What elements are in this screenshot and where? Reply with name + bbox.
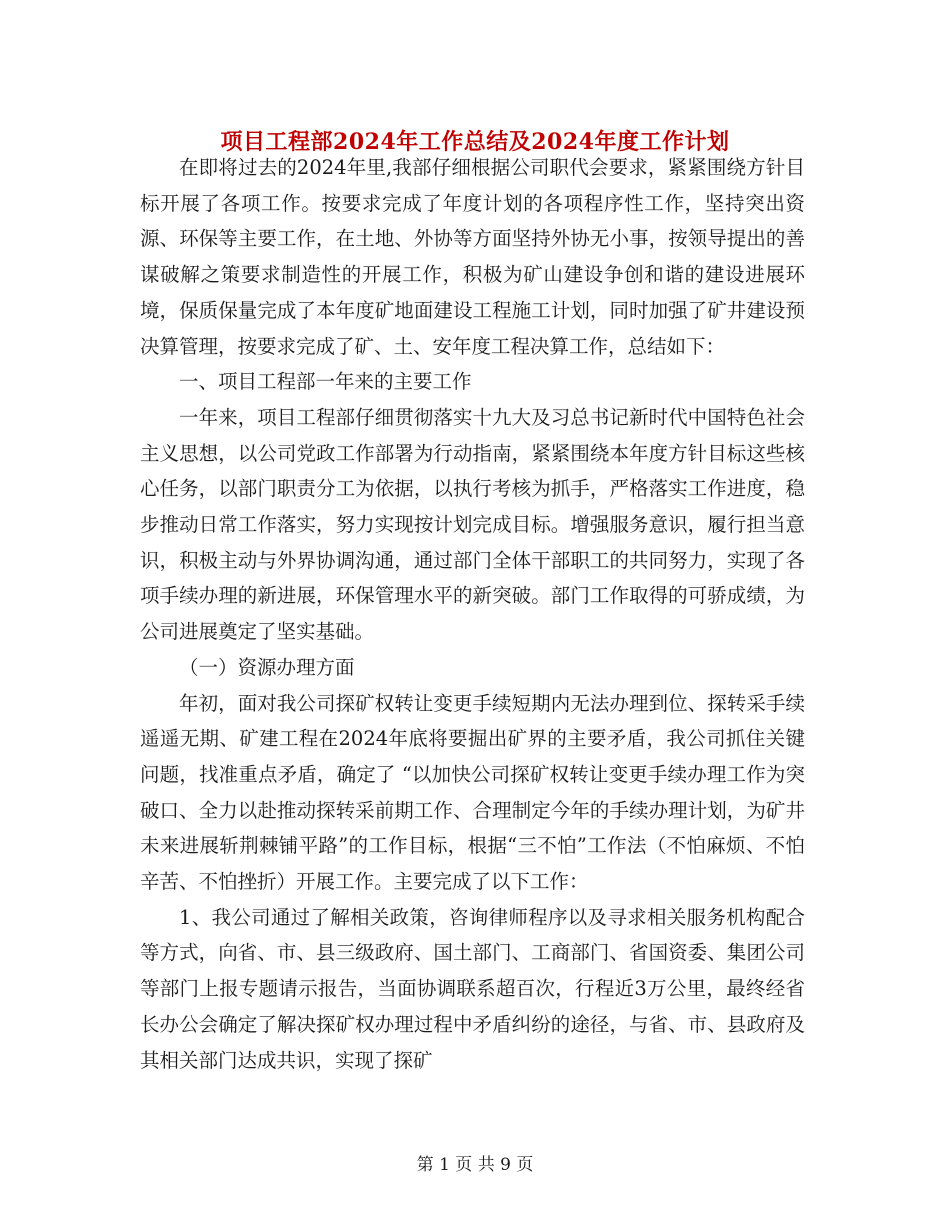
page-number: 第 1 页 共 9 页 [416,1155,534,1175]
paragraph-item-1: 1、我公司通过了解相关政策，咨询律师程序以及寻求相关服务机构配合等方式，向省、市、县三级政府、国土部门、工商部门、省国资委、集团公司等部门上报专题请示报告，当面协调联系超百次，行程近3万公里，最终经省长办公会确定了解决探矿权办理过程中矛盾纠纷的途径，与省、市、县政府及其相关部门达成共识，实现了探矿 [140,905,805,1072]
section-heading-main-work: 一、项目工程部一年来的主要工作 [179,370,472,394]
paragraph-resources: 年初，面对我公司探矿权转让变更手续短期内无法办理到位、探转采手续遥遥无期、矿建工程在2024年底将要掘出矿界的主要矛盾，我公司抓住关键问题，找准重点矛盾，确定了 “以加快公司探矿权转让变更手续办理工作为突破口、全力以赴推动探转采前期工作、合理制定今年的手续办理计划，为矿井未来进展斩荆棘铺平路”的工作目标，根据“三不怕”工作法（不怕麻烦、不怕辛苦、不怕挫折）开展工作。主要完成了以下工作： [140,691,805,894]
page-title: 项目工程部2024年工作总结及2024年度工作计划 [220,128,730,155]
paragraph-overview: 一年来，项目工程部仔细贯彻落实十九大及习总书记新时代中国特色社会主义思想，以公司党政工作部署为行动指南，紧紧围绕本年度方针目标这些核心任务，以部门职责分工为依据，以执行考核为抓手，严格落实工作进度，稳步推动日常工作落实，努力实现按计划完成目标。增强服务意识，履行担当意识，积极主动与外界协调沟通，通过部门全体干部职工的共同努力，实现了各项手续办理的新进展，环保管理水平的新突破。部门工作取得的可骄成绩，为公司进展奠定了坚实基础。 [140,405,805,644]
paragraph-intro: 在即将过去的2024年里,我部仔细根据公司职代会要求，紧紧围绕方针目标开展了各项工作。按要求完成了年度计划的各项程序性工作，坚持突出资源、环保等主要工作，在土地、外协等方面坚持外协无小事，按领导提出的善谋破解之策要求制造性的开展工作，积极为矿山建设争创和谐的建设进展环境，保质保量完成了本年度矿地面建设工程施工计划，同时加强了矿井建设预决算管理，按要求完成了矿、土、安年度工程决算工作，总结如下： [140,156,805,358]
subsection-heading-resources: （一）资源办理方面 [179,655,355,679]
page-footer [0,1150,950,1175]
document-body [140,150,805,1078]
